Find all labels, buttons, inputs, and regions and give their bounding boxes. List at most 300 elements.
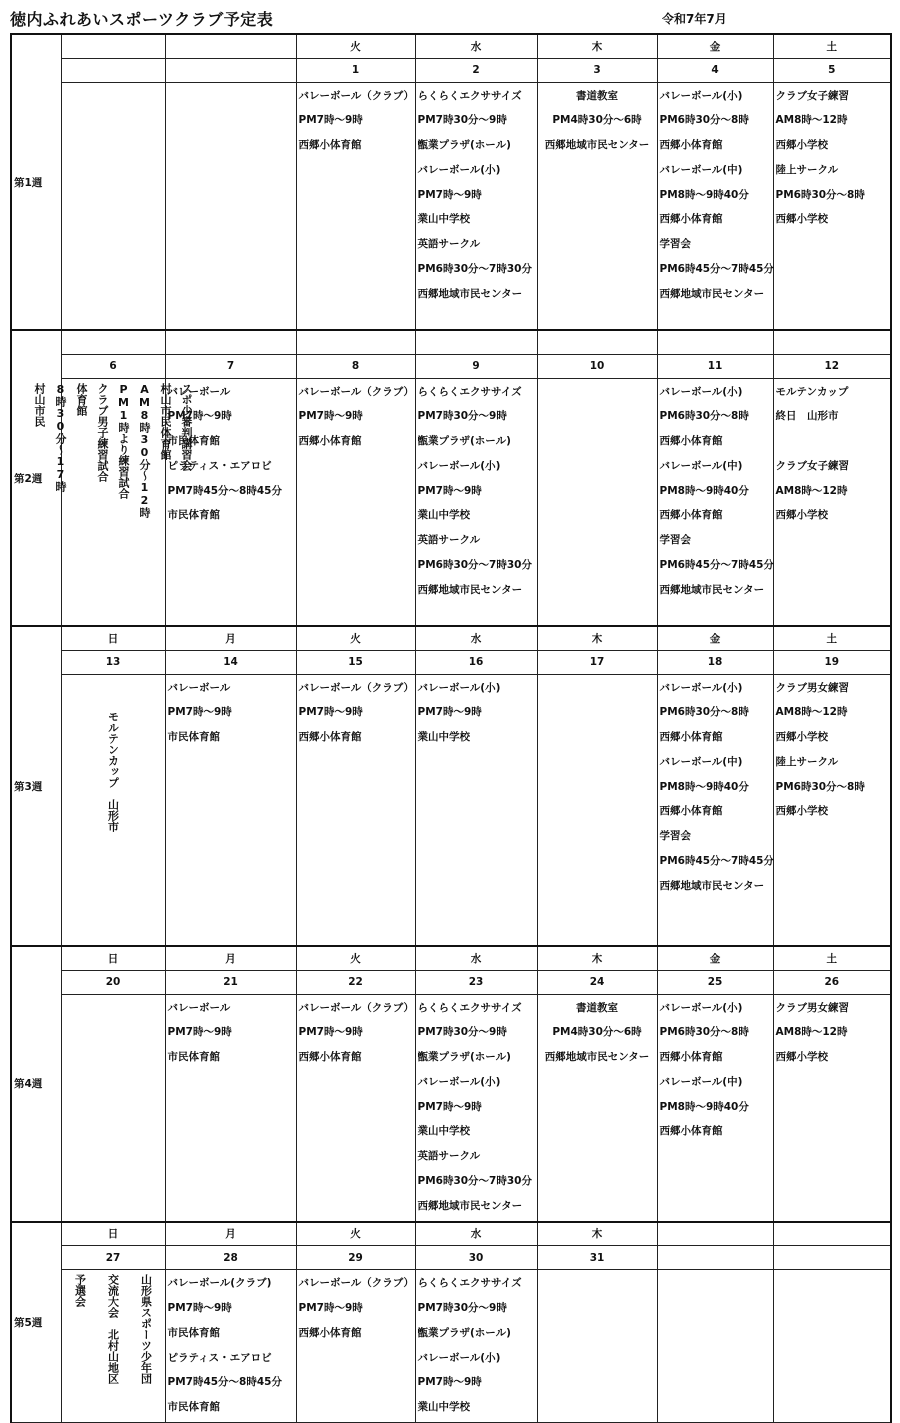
- event-line: PM7時～9時: [417, 188, 482, 201]
- event-line: 終日 山形市: [775, 410, 839, 423]
- event-line: PM7時30分～9時: [417, 410, 507, 423]
- day-events-cell: [537, 674, 657, 946]
- event-line: 甑業プラザ(ホール): [417, 435, 511, 448]
- event-line: 業山中学校: [417, 509, 470, 522]
- event-line: クラブ男女練習: [775, 681, 849, 694]
- date-cell: 11: [657, 354, 773, 378]
- day-events-cell: [657, 1270, 773, 1423]
- event-line: らくらくエクササイズ: [417, 385, 522, 398]
- day-events-cell: [773, 1270, 891, 1423]
- events-row: [11, 378, 891, 626]
- event-list: [774, 1270, 891, 1273]
- weekday-cell: 火: [296, 1222, 415, 1246]
- event-list: [166, 995, 296, 1072]
- event-list: [658, 1270, 773, 1273]
- event-line: らくらくエクササイズ: [417, 89, 522, 102]
- event-list: [297, 1270, 415, 1347]
- sunday-vertical-note: [62, 1270, 165, 1384]
- event-line: PM6時30分～8時: [775, 188, 865, 201]
- event-line: バレーボール(小): [659, 89, 743, 102]
- event-line: 書道教室: [576, 1001, 618, 1014]
- event-line: PM7時～9時: [417, 1100, 482, 1113]
- event-line: バレーボール（クラブ）: [298, 385, 414, 398]
- weekday-cell: [773, 330, 891, 354]
- weekday-cell: [165, 34, 296, 58]
- event-line: 西郷小学校: [775, 213, 828, 226]
- event-line: バレーボール(小): [417, 1075, 501, 1088]
- weekday-cell: 木: [537, 946, 657, 970]
- date-cell: 13: [61, 650, 165, 674]
- event-line: PM7時～9時: [167, 410, 232, 423]
- day-events-cell: [415, 674, 537, 946]
- event-line: 西郷小体育館: [659, 731, 723, 744]
- day-events-cell: [415, 1270, 537, 1423]
- event-line: AM8時～12時: [775, 484, 848, 497]
- event-line: ピラティス・エアロビ: [167, 1351, 272, 1364]
- weekday-cell: 日: [61, 626, 165, 650]
- date-cell: 26: [773, 970, 891, 994]
- event-line: PM7時～9時: [167, 706, 232, 719]
- weekday-cell: 水: [415, 34, 537, 58]
- vertical-text: 村山市民: [33, 382, 46, 427]
- event-line: 業山中学校: [417, 731, 470, 744]
- weekday-cell: 水: [415, 1222, 537, 1246]
- date-cell: 31: [537, 1246, 657, 1270]
- day-events-cell: [61, 82, 165, 330]
- events-row: [11, 1270, 891, 1423]
- date-cell: 1: [296, 58, 415, 82]
- event-line: PM4時30分～6時: [552, 1026, 642, 1039]
- event-line: バレーボール: [167, 385, 231, 398]
- event-line: PM7時～9時: [417, 706, 482, 719]
- event-line: PM7時45分～8時45分: [167, 1376, 282, 1389]
- date-row: [11, 1246, 891, 1270]
- event-line: PM7時～9時: [417, 484, 482, 497]
- day-events-cell: [657, 82, 773, 330]
- event-line: 甑業プラザ(ホール): [417, 1326, 511, 1339]
- schedule-table: [10, 33, 892, 1423]
- event-line: らくらくエクササイズ: [417, 1001, 522, 1014]
- date-cell: 28: [165, 1246, 296, 1270]
- event-line: バレーボール(中): [659, 163, 743, 176]
- event-line: PM7時～9時: [298, 114, 363, 127]
- event-line: 西郷小体育館: [659, 1051, 723, 1064]
- date-cell: 24: [537, 970, 657, 994]
- day-events-cell: [296, 674, 415, 946]
- date-cell: 9: [415, 354, 537, 378]
- day-events-cell: [415, 82, 537, 330]
- date-cell: 14: [165, 650, 296, 674]
- weekday-cell: 金: [657, 946, 773, 970]
- date-row: [11, 970, 891, 994]
- weekday-cell: [61, 330, 165, 354]
- week-label: 第5週: [11, 1222, 61, 1423]
- vertical-text: 8時30分～17時: [54, 382, 67, 492]
- day-events-cell: [657, 674, 773, 946]
- event-line: バレーボール(小): [659, 1001, 743, 1014]
- event-line: 業山中学校: [417, 1401, 470, 1414]
- date-cell: 4: [657, 58, 773, 82]
- event-line: 学習会: [659, 830, 691, 843]
- event-line: PM6時45分～7時45分: [659, 559, 774, 572]
- weekday-cell: 土: [773, 946, 891, 970]
- event-line: 西郷地域市民センター: [544, 1051, 650, 1064]
- event-list: [658, 379, 773, 605]
- event-line: PM7時～9時: [167, 1026, 232, 1039]
- page-title: 徳内ふれあいスポーツクラブ予定表: [10, 10, 274, 29]
- date-cell: 17: [537, 650, 657, 674]
- event-line: AM8時～12時: [775, 706, 848, 719]
- vertical-text: PM1時より練習試合: [117, 382, 130, 499]
- schedule-date: 令和7年7月: [662, 12, 727, 26]
- event-line: ピラティス・エアロビ: [167, 459, 272, 472]
- day-events-cell: [296, 994, 415, 1222]
- event-line: バレーボール(小): [417, 1351, 501, 1364]
- event-line: 西郷小体育館: [659, 213, 723, 226]
- event-line: モルテンカップ: [775, 385, 849, 398]
- events-row: [11, 994, 891, 1222]
- event-list: [538, 675, 657, 678]
- event-line: 業山中学校: [417, 213, 470, 226]
- weekday-cell: 木: [537, 1222, 657, 1246]
- event-line: PM7時30分～9時: [417, 1026, 507, 1039]
- day-events-cell: [537, 82, 657, 330]
- event-line: 西郷小学校: [775, 805, 828, 818]
- day-events-cell: [537, 1270, 657, 1423]
- event-line: 西郷地域市民センター: [417, 1199, 523, 1212]
- event-line: AM8時～12時: [775, 114, 848, 127]
- event-line: バレーボール(クラブ): [167, 1277, 272, 1290]
- event-line: PM6時45分～7時45分: [659, 855, 774, 868]
- weekday-cell: 水: [415, 946, 537, 970]
- event-line: [774, 431, 891, 456]
- event-line: PM7時～9時: [298, 706, 363, 719]
- date-cell: [773, 1246, 891, 1270]
- event-list: [658, 83, 773, 309]
- day-events-cell: [296, 1270, 415, 1423]
- date-cell: 29: [296, 1246, 415, 1270]
- event-line: 西郷地域市民センター: [417, 287, 523, 300]
- event-line: PM6時30分～7時30分: [417, 1175, 532, 1188]
- weekday-cell: 木: [537, 34, 657, 58]
- date-cell: 20: [61, 970, 165, 994]
- date-cell: 10: [537, 354, 657, 378]
- event-list: [538, 1270, 657, 1273]
- day-events-cell: [296, 82, 415, 330]
- event-line: バレーボール(小): [417, 681, 501, 694]
- date-cell: 22: [296, 970, 415, 994]
- event-line: 市民体育館: [167, 509, 220, 522]
- date-cell: 15: [296, 650, 415, 674]
- event-list: [416, 995, 537, 1221]
- weekday-cell: 月: [165, 626, 296, 650]
- event-line: バレーボール(中): [659, 755, 743, 768]
- day-events-cell: [415, 378, 537, 626]
- day-events-cell: [165, 674, 296, 946]
- week-day-row: [11, 626, 891, 650]
- event-list: [538, 995, 657, 1072]
- weekday-cell: [415, 330, 537, 354]
- event-line: PM6時45分～7時45分: [659, 263, 774, 276]
- event-list: [538, 379, 657, 382]
- date-cell: 8: [296, 354, 415, 378]
- event-list: [166, 83, 296, 86]
- event-list: [658, 995, 773, 1147]
- event-line: 西郷小学校: [775, 139, 828, 152]
- event-list: [297, 675, 415, 752]
- day-events-cell: [773, 378, 891, 626]
- date-cell: 25: [657, 970, 773, 994]
- weekday-cell: 月: [165, 1222, 296, 1246]
- event-list: [166, 675, 296, 752]
- event-line: クラブ女子練習: [775, 89, 849, 102]
- event-line: AM8時～12時: [775, 1026, 848, 1039]
- event-list: [774, 675, 891, 827]
- event-list: [658, 675, 773, 901]
- week-label: 第1週: [11, 34, 61, 330]
- event-line: 業山中学校: [417, 1125, 470, 1138]
- weekday-cell: 金: [657, 626, 773, 650]
- event-line: バレーボール（クラブ）: [298, 1277, 414, 1290]
- event-line: 西郷小体育館: [298, 1051, 362, 1064]
- weekday-cell: 水: [415, 626, 537, 650]
- vertical-text: 予選会: [73, 1274, 87, 1308]
- event-line: PM7時～9時: [167, 1301, 232, 1314]
- event-line: PM8時～9時40分: [659, 484, 749, 497]
- event-line: 西郷小体育館: [659, 139, 723, 152]
- weekday-cell: 火: [296, 34, 415, 58]
- week-label: 第4週: [11, 946, 61, 1222]
- week-label: 第2週: [11, 330, 61, 626]
- event-line: 西郷小学校: [775, 1051, 828, 1064]
- event-list: [774, 83, 891, 235]
- event-line: PM7時30分～9時: [417, 1301, 507, 1314]
- weekday-cell: 火: [296, 946, 415, 970]
- event-line: バレーボール: [167, 681, 231, 694]
- event-line: PM6時30分～7時30分: [417, 263, 532, 276]
- event-line: 陸上サークル: [775, 755, 839, 768]
- sunday-vertical-note: [62, 675, 165, 832]
- event-line: PM8時～9時40分: [659, 1100, 749, 1113]
- vertical-text: クラブ男子練習試合: [96, 382, 109, 482]
- day-events-cell: [773, 994, 891, 1222]
- event-line: バレーボール(小): [659, 385, 743, 398]
- event-line: 西郷小体育館: [659, 805, 723, 818]
- event-line: 西郷地域市民センター: [544, 139, 650, 152]
- date-cell: 7: [165, 354, 296, 378]
- weekday-cell: [773, 1222, 891, 1246]
- event-line: 学習会: [659, 238, 691, 251]
- weekday-cell: [61, 34, 165, 58]
- weekday-cell: [657, 330, 773, 354]
- date-row: [11, 650, 891, 674]
- event-line: 陸上サークル: [775, 163, 839, 176]
- event-list: [297, 379, 415, 456]
- event-list: [774, 995, 891, 1072]
- event-line: 書道教室: [576, 89, 618, 102]
- weekday-cell: 日: [61, 946, 165, 970]
- event-list: [297, 83, 415, 160]
- event-line: バレーボール（クラブ）: [298, 1001, 414, 1014]
- weekday-cell: [165, 330, 296, 354]
- event-line: PM6時30分～8時: [659, 1026, 749, 1039]
- weekday-cell: 火: [296, 626, 415, 650]
- event-line: PM6時30分～8時: [659, 706, 749, 719]
- date-cell: 19: [773, 650, 891, 674]
- event-line: 市民体育館: [167, 731, 220, 744]
- event-line: 西郷小体育館: [298, 139, 362, 152]
- day-events-cell: [657, 378, 773, 626]
- weekday-cell: 木: [537, 626, 657, 650]
- week-label: 第3週: [11, 626, 61, 946]
- event-list: [538, 83, 657, 160]
- date-cell: 21: [165, 970, 296, 994]
- weekday-cell: [296, 330, 415, 354]
- date-cell: 2: [415, 58, 537, 82]
- vertical-text: 体育館: [75, 382, 88, 416]
- date-cell: 6: [61, 354, 165, 378]
- event-line: 学習会: [659, 534, 691, 547]
- event-line: PM7時～9時: [417, 1376, 482, 1389]
- event-line: PM7時45分～8時45分: [167, 484, 282, 497]
- weekday-cell: 土: [773, 626, 891, 650]
- event-line: 甑業プラザ(ホール): [417, 139, 511, 152]
- event-line: PM8時～9時40分: [659, 188, 749, 201]
- day-events-cell: [165, 994, 296, 1222]
- event-line: PM7時～9時: [298, 410, 363, 423]
- date-row: [11, 354, 891, 378]
- week-day-row: [11, 1222, 891, 1246]
- event-list: [416, 83, 537, 309]
- event-line: 市民体育館: [167, 435, 220, 448]
- event-line: 西郷地域市民センター: [659, 879, 765, 892]
- day-events-cell: [165, 1270, 296, 1423]
- event-line: PM4時30分～6時: [552, 114, 642, 127]
- event-list: [416, 675, 537, 752]
- events-row: [11, 674, 891, 946]
- week-day-row: [11, 946, 891, 970]
- vertical-text: モルテンカップ 山形市: [106, 710, 120, 832]
- event-line: 市民体育館: [167, 1401, 220, 1414]
- event-line: 西郷小学校: [775, 731, 828, 744]
- week-day-row: [11, 330, 891, 354]
- event-list: [62, 83, 165, 86]
- event-list: [416, 1270, 537, 1422]
- day-events-cell: [165, 82, 296, 330]
- weekday-cell: 月: [165, 946, 296, 970]
- event-line: PM7時30分～9時: [417, 114, 507, 127]
- event-line: バレーボール(小): [417, 163, 501, 176]
- event-line: 西郷小体育館: [298, 435, 362, 448]
- date-cell: 30: [415, 1246, 537, 1270]
- day-events-cell: [61, 994, 165, 1222]
- event-line: PM6時30分～7時30分: [417, 559, 532, 572]
- date-row: [11, 58, 891, 82]
- date-cell: 5: [773, 58, 891, 82]
- event-line: PM6時30分～8時: [659, 410, 749, 423]
- event-line: クラブ男女練習: [775, 1001, 849, 1014]
- day-events-cell: [61, 674, 165, 946]
- event-line: PM8時～9時40分: [659, 780, 749, 793]
- date-cell: [165, 58, 296, 82]
- vertical-text: AM8時30分～12時: [138, 382, 151, 518]
- day-events-cell: [773, 674, 891, 946]
- vertical-text: 山形県スポーツ少年団: [139, 1274, 153, 1385]
- event-line: 英語サークル: [417, 238, 481, 251]
- date-cell: 18: [657, 650, 773, 674]
- vertical-text: 交流大会 北村山地区: [106, 1274, 120, 1385]
- day-events-cell: [537, 994, 657, 1222]
- event-line: 西郷小体育館: [659, 509, 723, 522]
- event-line: バレーボール: [167, 1001, 231, 1014]
- date-cell: [657, 1246, 773, 1270]
- event-line: PM7時～9時: [298, 1026, 363, 1039]
- event-list: [166, 1270, 296, 1422]
- weekday-cell: 日: [61, 1222, 165, 1246]
- event-list: [416, 379, 537, 605]
- day-events-cell: [537, 378, 657, 626]
- events-row: [11, 82, 891, 330]
- event-line: 西郷地域市民センター: [417, 583, 523, 596]
- event-line: バレーボール(小): [417, 459, 501, 472]
- event-line: 西郷地域市民センター: [659, 583, 765, 596]
- weekday-cell: 金: [657, 34, 773, 58]
- sunday-vertical-note: [33, 379, 193, 518]
- event-list: [774, 379, 891, 531]
- event-line: バレーボール(中): [659, 459, 743, 472]
- event-line: バレーボール(中): [659, 1075, 743, 1088]
- event-line: 西郷小体育館: [659, 435, 723, 448]
- day-events-cell: [33, 378, 193, 626]
- day-events-cell: [415, 994, 537, 1222]
- event-list: [297, 995, 415, 1072]
- date-cell: [61, 58, 165, 82]
- event-line: 甑業プラザ(ホール): [417, 1051, 511, 1064]
- event-line: 西郷小体育館: [298, 1326, 362, 1339]
- vertical-text: 村山市民体育館: [159, 382, 172, 460]
- event-line: 英語サークル: [417, 1150, 481, 1163]
- day-events-cell: [657, 994, 773, 1222]
- date-cell: 12: [773, 354, 891, 378]
- event-line: バレーボール（クラブ）: [298, 681, 414, 694]
- date-cell: 16: [415, 650, 537, 674]
- weekday-cell: [537, 330, 657, 354]
- date-cell: 27: [61, 1246, 165, 1270]
- weekday-cell: [657, 1222, 773, 1246]
- event-line: バレーボール（クラブ）: [298, 89, 414, 102]
- vertical-text: スポ少審判講習会: [180, 382, 193, 471]
- event-line: PM6時30分～8時: [775, 780, 865, 793]
- day-events-cell: [773, 82, 891, 330]
- weekday-cell: 土: [773, 34, 891, 58]
- event-line: 英語サークル: [417, 534, 481, 547]
- event-line: 西郷小体育館: [659, 1125, 723, 1138]
- event-line: クラブ女子練習: [775, 459, 849, 472]
- event-line: 市民体育館: [167, 1051, 220, 1064]
- event-line: PM7時～9時: [298, 1301, 363, 1314]
- date-cell: 3: [537, 58, 657, 82]
- page-header: [0, 0, 900, 34]
- date-cell: 23: [415, 970, 537, 994]
- day-events-cell: [296, 378, 415, 626]
- event-line: 西郷小体育館: [298, 731, 362, 744]
- event-line: バレーボール(小): [659, 681, 743, 694]
- week-day-row: [11, 34, 891, 58]
- event-line: PM6時30分～8時: [659, 114, 749, 127]
- event-line: 市民体育館: [167, 1326, 220, 1339]
- event-line: らくらくエクササイズ: [417, 1277, 522, 1290]
- day-events-cell: [61, 1270, 165, 1423]
